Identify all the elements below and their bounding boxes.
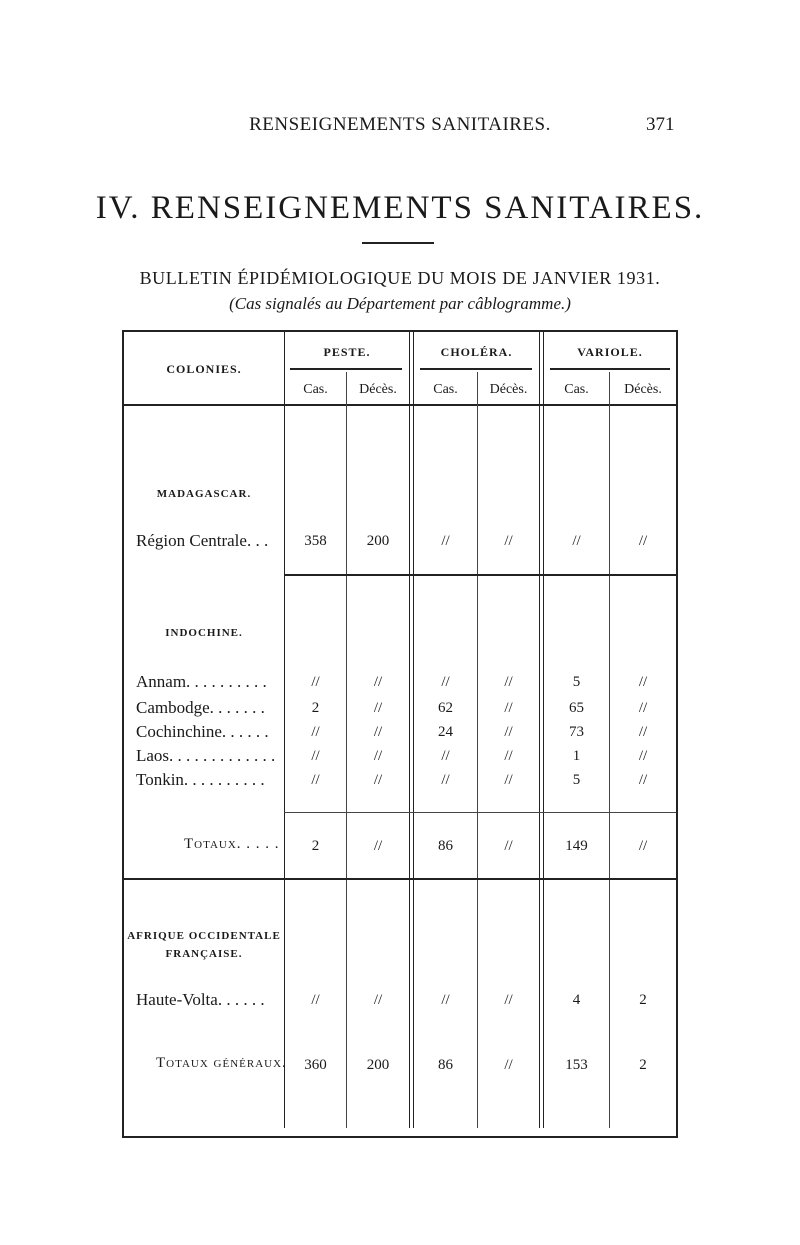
- cholera-deces-header: Décès.: [489, 382, 528, 397]
- grand-total-variole-cas: 153: [565, 1057, 588, 1073]
- cell-variole-deces: //: [638, 724, 648, 740]
- cell-variole-deces: //: [638, 772, 648, 788]
- table-bottom-border: [122, 1136, 678, 1138]
- total-cholera-deces: //: [504, 838, 513, 854]
- group-indochine: INDOCHINE.: [165, 627, 243, 639]
- colonies-header: COLONIES.: [166, 362, 242, 376]
- group-aof-line2: FRANÇAISE.: [165, 948, 243, 960]
- table-left-border: [122, 330, 124, 1138]
- cell-variole-cas: 73: [569, 724, 584, 740]
- cell-variole-deces: //: [638, 533, 648, 549]
- row-label: Région Centrale. . .: [136, 531, 269, 550]
- cell-cholera-cas: 24: [438, 724, 453, 740]
- cell-peste-deces: //: [373, 724, 383, 740]
- page-number: 371: [646, 114, 675, 135]
- row-label: Laos. . . . . . . . . . . . .: [136, 746, 276, 765]
- peste-brace: [290, 368, 402, 370]
- row-label: Haute-Volta. . . . . .: [136, 990, 265, 1009]
- grand-total-peste-cas: 360: [304, 1057, 327, 1073]
- cell-cholera-deces: //: [504, 674, 513, 690]
- totals-label: Totaux. . . . .: [184, 836, 280, 852]
- cell-variole-deces: //: [638, 748, 648, 764]
- variole-cas-header: Cas.: [564, 382, 589, 397]
- cell-peste-cas: //: [311, 772, 320, 788]
- cell-variole-cas: 5: [572, 674, 581, 690]
- bulletin-subtitle: (Cas signalés au Département par câblogramme.): [229, 294, 571, 313]
- peste-deces-header: Décès.: [359, 382, 397, 397]
- cell-peste-cas: 2: [311, 700, 320, 716]
- group-madagascar: MADAGASCAR.: [156, 488, 252, 500]
- row-label: Cochinchine. . . . . .: [136, 722, 269, 741]
- table-right-border: [676, 330, 678, 1138]
- cell-variole-deces: 2: [639, 992, 647, 1008]
- cell-cholera-cas: //: [441, 533, 450, 549]
- cell-peste-deces: //: [373, 772, 383, 788]
- cell-variole-cas: 65: [569, 700, 584, 716]
- cell-variole-deces: //: [638, 674, 648, 690]
- grand-total-cholera-deces: //: [504, 1057, 513, 1073]
- peste-cholera-divider-a: [409, 332, 410, 1128]
- table-top-border: [122, 330, 678, 332]
- cell-peste-cas: //: [311, 992, 320, 1008]
- cell-cholera-cas: //: [441, 992, 450, 1008]
- cell-cholera-cas: 62: [438, 700, 453, 716]
- bulletin-title: BULLETIN ÉPIDÉMIOLOGIQUE DU MOIS DE JANVIER 1931.: [139, 268, 661, 288]
- cell-variole-cas: //: [572, 533, 581, 549]
- cell-cholera-deces: //: [504, 748, 513, 764]
- cell-peste-cas: 358: [304, 533, 327, 549]
- cell-peste-deces: 200: [366, 533, 390, 549]
- variole-header: VARIOLE.: [577, 345, 643, 359]
- grand-total-cholera-cas: 86: [438, 1057, 453, 1073]
- cell-peste-cas: //: [311, 674, 320, 690]
- variole-brace: [550, 368, 670, 370]
- running-header-title: RENSEIGNEMENTS SANITAIRES.: [249, 114, 551, 135]
- section-title: IV. RENSEIGNEMENTS SANITAIRES.: [95, 190, 705, 226]
- row-label: Tonkin. . . . . . . . . .: [136, 770, 265, 789]
- variole-deces-header: Décès.: [624, 382, 662, 397]
- group-aof-line1: AFRIQUE OCCIDENTALE: [127, 930, 281, 942]
- cell-variole-cas: 5: [572, 772, 581, 788]
- cell-cholera-deces: //: [504, 533, 513, 549]
- cell-cholera-deces: //: [504, 992, 513, 1008]
- cell-peste-deces: //: [373, 700, 383, 716]
- cell-variole-cas: 1: [572, 748, 581, 764]
- grand-totals-label: Totaux généraux.: [156, 1055, 287, 1071]
- cell-peste-cas: //: [311, 724, 320, 740]
- cell-peste-deces: //: [373, 674, 383, 690]
- cholera-header: CHOLÉRA.: [440, 345, 513, 359]
- row-label: Cambodge. . . . . . .: [136, 698, 265, 717]
- title-rule: [362, 242, 434, 244]
- peste-header: PESTE.: [323, 345, 371, 359]
- peste-cas-header: Cas.: [303, 382, 328, 397]
- header-rule: [124, 404, 676, 406]
- cell-cholera-deces: //: [504, 724, 513, 740]
- cell-cholera-deces: //: [504, 772, 513, 788]
- grand-total-variole-deces: 2: [639, 1057, 647, 1073]
- cell-cholera-cas: //: [441, 674, 450, 690]
- totaux-rule: [284, 812, 676, 813]
- cell-peste-deces: //: [373, 992, 383, 1008]
- total-peste-cas: 2: [311, 838, 320, 854]
- cell-peste-deces: //: [373, 748, 383, 764]
- madagascar-end-rule: [284, 574, 676, 576]
- cholera-variole-divider-a: [539, 332, 540, 1128]
- total-cholera-cas: 86: [438, 838, 453, 854]
- grand-total-peste-deces: 200: [366, 1057, 390, 1073]
- total-variole-deces: //: [638, 838, 648, 854]
- cholera-cas-header: Cas.: [433, 382, 458, 397]
- cholera-brace: [420, 368, 532, 370]
- cell-variole-cas: 4: [572, 992, 581, 1008]
- cell-cholera-cas: //: [441, 772, 450, 788]
- cell-cholera-deces: //: [504, 700, 513, 716]
- indochine-end-rule: [124, 878, 676, 880]
- cell-variole-deces: //: [638, 700, 648, 716]
- cell-cholera-cas: //: [441, 748, 450, 764]
- total-variole-cas: 149: [565, 838, 588, 854]
- row-label: Annam. . . . . . . . . .: [136, 672, 267, 691]
- total-peste-deces: //: [373, 838, 383, 854]
- cell-peste-cas: //: [311, 748, 320, 764]
